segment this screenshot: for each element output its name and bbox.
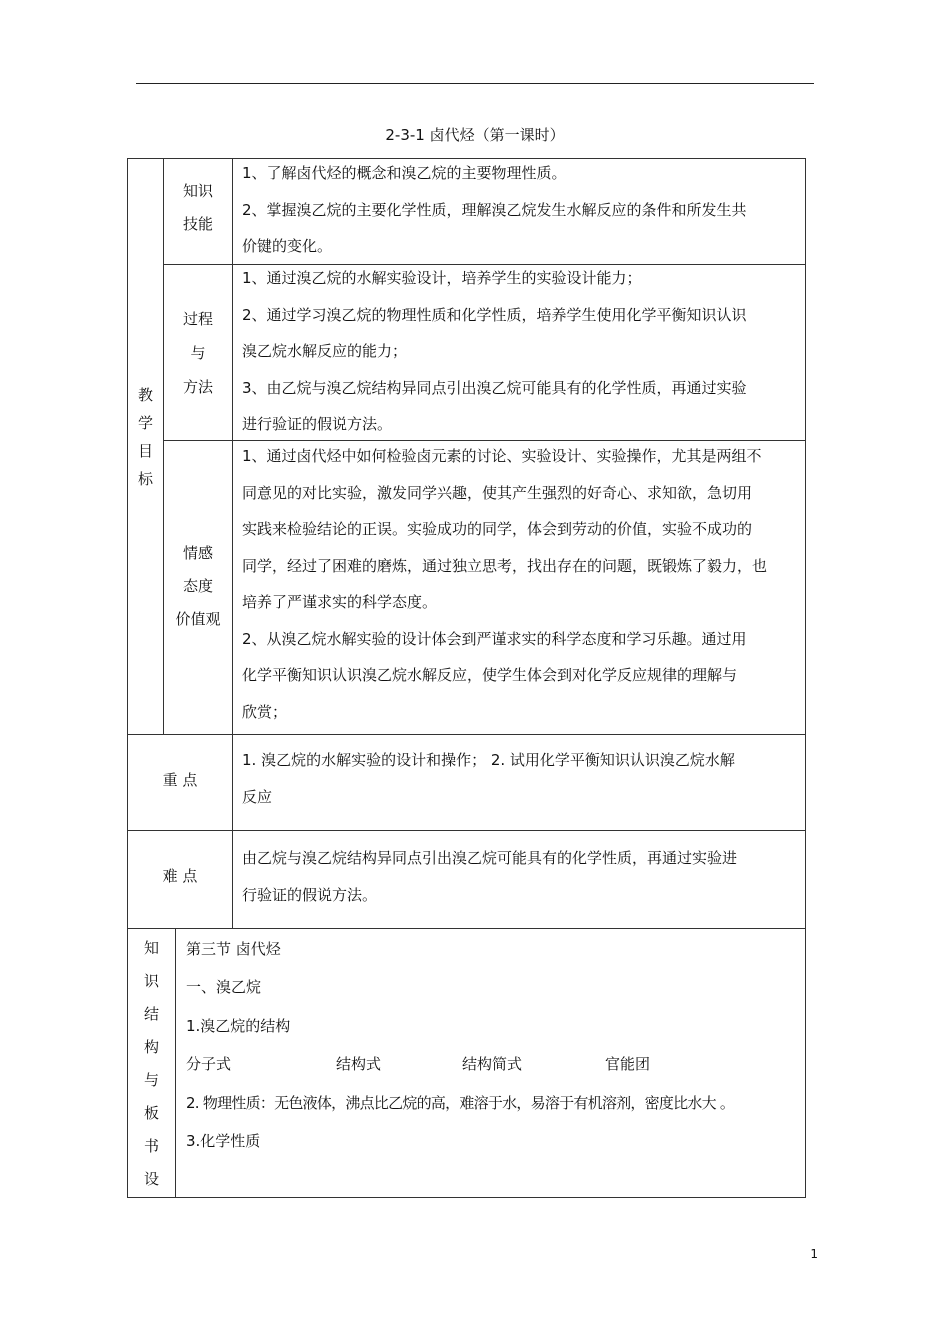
- objectives-heading-char: 目: [137, 442, 153, 460]
- emotion-line: 欣赏；: [242, 702, 288, 721]
- process-label: [164, 302, 232, 404]
- board-section-title: 第三节 卤代烃: [186, 940, 281, 958]
- objectives-heading-char: 学: [137, 414, 153, 432]
- objectives-heading-char: 教: [137, 386, 153, 404]
- knowledge-label: [164, 175, 232, 241]
- knowledge-label-cell: [163, 158, 233, 265]
- emotion-line: 实践来检验结论的正误。实验成功的同学，体会到劳动的价值，实验不成功的: [242, 520, 753, 538]
- process-line: 溴乙烷水解反应的能力；: [242, 342, 408, 360]
- page-number: 1: [810, 1247, 818, 1261]
- board-design-label-char: 书: [143, 1137, 159, 1155]
- knowledge-content: [242, 155, 747, 265]
- objectives-heading: [128, 381, 163, 493]
- knowledge-label-line: 技能: [182, 215, 213, 233]
- emotion-content-cell: [232, 440, 806, 735]
- board-design-label-char: 构: [143, 1038, 159, 1056]
- board-item-structure: 1.溴乙烷的结构: [186, 1017, 291, 1035]
- document-title: 2-3-1 卤代烃（第一课时）: [385, 126, 565, 144]
- board-item-chemical-properties: 3.化学性质: [186, 1132, 261, 1150]
- header-rule: [136, 83, 814, 84]
- process-line: 进行验证的假说方法。: [242, 415, 393, 433]
- structure-header-condensed-formula: 结构简式: [462, 1055, 523, 1073]
- emotion-content: [242, 438, 767, 730]
- objectives-heading-char: 标: [137, 470, 153, 488]
- board-design-label-char: 识: [143, 972, 159, 990]
- key-points-label-cell: [127, 734, 233, 831]
- emotion-line: 同意见的对比实验，激发同学兴趣，使其产生强烈的好奇心、求知欲，急切用: [242, 483, 753, 502]
- key-points-line: 1. 溴乙烷的水解实验的设计和操作； 2. 试用化学平衡知识认识溴乙烷水解: [242, 751, 735, 769]
- board-design-label-char: 设: [143, 1170, 159, 1188]
- process-content-cell: [232, 264, 806, 441]
- board-design-label-char: 结: [143, 1005, 159, 1023]
- emotion-line: 化学平衡知识认识溴乙烷水解反应，使学生体会到对化学反应规律的理解与: [242, 666, 738, 684]
- board-design-label-char: 板: [143, 1104, 159, 1122]
- difficulties-line: 由乙烷与溴乙烷结构异同点引出溴乙烷可能具有的化学性质，再通过实验进: [242, 849, 738, 867]
- process-content: [242, 260, 747, 443]
- process-label-line: 过程: [182, 310, 213, 328]
- process-label-line: 方法: [182, 378, 213, 396]
- process-line: 2、通过学习溴乙烷的物理性质和化学性质，培养学生使用化学平衡知识认识: [242, 305, 747, 324]
- objectives-heading-cell: [127, 158, 164, 735]
- emotion-line: 1、通过卤代烃中如何检验卤元素的讨论、实验设计、实验操作，尤其是两组不: [242, 447, 762, 465]
- difficulties-label: 难 点: [162, 867, 198, 885]
- key-points-line: 反应: [242, 787, 273, 806]
- board-subsection: 一、溴乙烷: [186, 978, 262, 996]
- board-design-content-cell: [175, 928, 806, 1198]
- structure-header-functional-group: 官能团: [605, 1055, 651, 1073]
- emotion-label-line: 态度: [182, 577, 213, 595]
- key-points-content: [242, 742, 735, 815]
- emotion-line: 2、从溴乙烷水解实验的设计体会到严谨求实的科学态度和学习乐趣。通过用: [242, 629, 747, 648]
- process-line: 1、通过溴乙烷的水解实验设计，培养学生的实验设计能力；: [242, 269, 642, 287]
- emotion-line: 培养了严谨求实的科学态度。: [242, 593, 438, 611]
- emotion-line: 同学，经过了困难的磨炼，通过独立思考，找出存在的问题，既锻炼了毅力，也: [242, 556, 768, 575]
- emotion-label-line: 价值观: [175, 610, 221, 628]
- difficulties-label-cell: [127, 830, 233, 929]
- process-line: 3、由乙烷与溴乙烷结构异同点引出溴乙烷可能具有的化学性质，再通过实验: [242, 378, 747, 397]
- knowledge-label-line: 知识: [182, 182, 213, 200]
- knowledge-line: 价键的变化。: [242, 237, 333, 255]
- board-design-label: [128, 932, 175, 1196]
- structure-header-structural-formula: 结构式: [336, 1055, 382, 1073]
- process-label-cell: [163, 264, 233, 441]
- knowledge-line: 1、了解卤代烃的概念和溴乙烷的主要物理性质。: [242, 164, 567, 182]
- board-design-label-cell: [127, 928, 176, 1198]
- difficulties-content: [242, 840, 737, 913]
- board-design-label-char: 知: [143, 939, 159, 957]
- emotion-label-cell: [163, 440, 233, 735]
- emotion-label: [164, 537, 232, 636]
- board-item-physical-properties: 2. 物理性质：无色液体，沸点比乙烷的高，难溶于水，易溶于有机溶剂，密度比水大 。: [186, 1094, 735, 1112]
- knowledge-content-cell: [232, 158, 806, 265]
- process-label-line: 与: [190, 344, 206, 362]
- key-points-content-cell: [232, 734, 806, 831]
- knowledge-line: 2、掌握溴乙烷的主要化学性质，理解溴乙烷发生水解反应的条件和所发生共: [242, 200, 747, 219]
- key-points-label: 重 点: [162, 771, 198, 789]
- board-design-label-char: 与: [143, 1071, 159, 1089]
- difficulties-line: 行验证的假说方法。: [242, 885, 378, 904]
- difficulties-content-cell: [232, 830, 806, 929]
- emotion-label-line: 情感: [182, 544, 213, 562]
- structure-header-molecular-formula: 分子式: [186, 1055, 232, 1073]
